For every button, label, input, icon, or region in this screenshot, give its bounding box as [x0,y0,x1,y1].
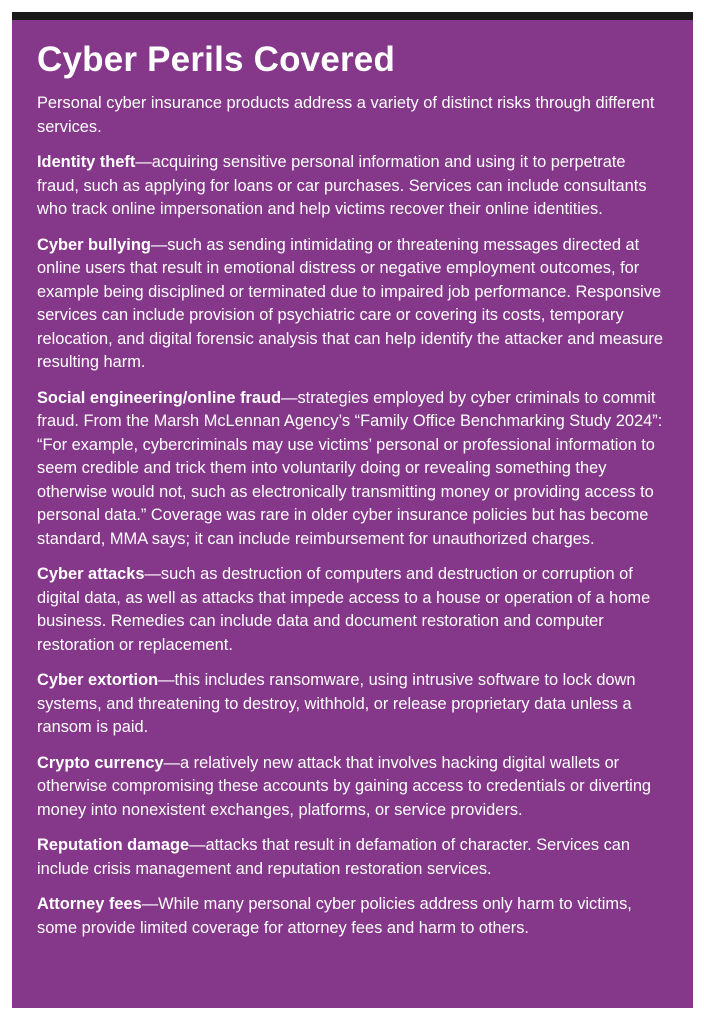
peril-reputation-damage [37,834,671,881]
peril-description: —such as destruction of computers and destruction or corruption of digital data, as well as attacks that impede access to a house or operation of a home business. Remedies can include data and document restoration and computer restoration or replacement. [37,565,651,654]
sidebar-box [12,12,693,1008]
peril-term: Cyber extortion [37,671,159,689]
peril-term: Cyber bullying [37,235,151,254]
peril-term: Social engineering/online fraud [37,388,282,407]
peril-term: Cyber attacks [37,565,145,583]
peril-description: —strategies employed by cyber criminals to commit fraud. From the Marsh McLennan Agency’s “Family Office Benchmarking Study 2024”: “For example, cybercriminals may use victims’ personal or professional information to seem credible and trick them into voluntarily doing or revealing something they otherwise would not, such as electronically transmitting money or providing access to personal data.” Coverage was rare in older cyber insurance policies but has become standard, MMA says; it can include reimbursement for unauthorized charges. [37,388,663,548]
peril-term: Identity theft [37,153,136,171]
peril-crypto-currency [37,752,671,823]
peril-description: —acquiring sensitive personal information and using it to perpetrate fraud, such as applying for loans or car purchases. Services can include consultants who track online impersonation and help victims recover their online identities. [37,153,647,218]
peril-cyber-attacks [37,563,671,657]
peril-term: Attorney fees [37,895,142,913]
peril-identity-theft [37,151,671,222]
peril-cyber-extortion [37,669,671,740]
peril-description: —this includes ransomware, using intrusive software to lock down systems, and threatening to destroy, withhold, or release proprietary data unless a ransom is paid. [37,671,636,736]
peril-social-engineering [37,387,671,552]
peril-description: —While many personal cyber policies address only harm to victims, some provide limited coverage for attorney fees and harm to others. [37,895,632,937]
peril-cyber-bullying [37,234,671,375]
peril-description: —a relatively new attack that involves hacking digital wallets or otherwise compromising these accounts by gaining access to credentials or diverting money into nonexistent exchanges, platforms, or service providers. [37,753,652,819]
intro-paragraph: Personal cyber insurance products address a variety of distinct risks through different services. [37,94,655,136]
peril-term: Crypto currency [37,753,164,772]
peril-term: Reputation damage [37,836,190,854]
peril-description: —such as sending intimidating or threatening messages directed at online users that result in emotional distress or negative employment outcomes, for example being disciplined or terminated due to impaired job performance. Responsive services can include provision of psychiatric care or covering its costs, temporary relocation, and digital forensic analysis that can help identify the attacker and measure resulting harm. [37,235,663,371]
peril-attorney-fees [37,893,671,940]
sidebar-title: Cyber Perils Covered [37,40,396,79]
peril-description: —attacks that result in defamation of character. Services can include crisis management and reputation restoration services. [37,836,631,878]
